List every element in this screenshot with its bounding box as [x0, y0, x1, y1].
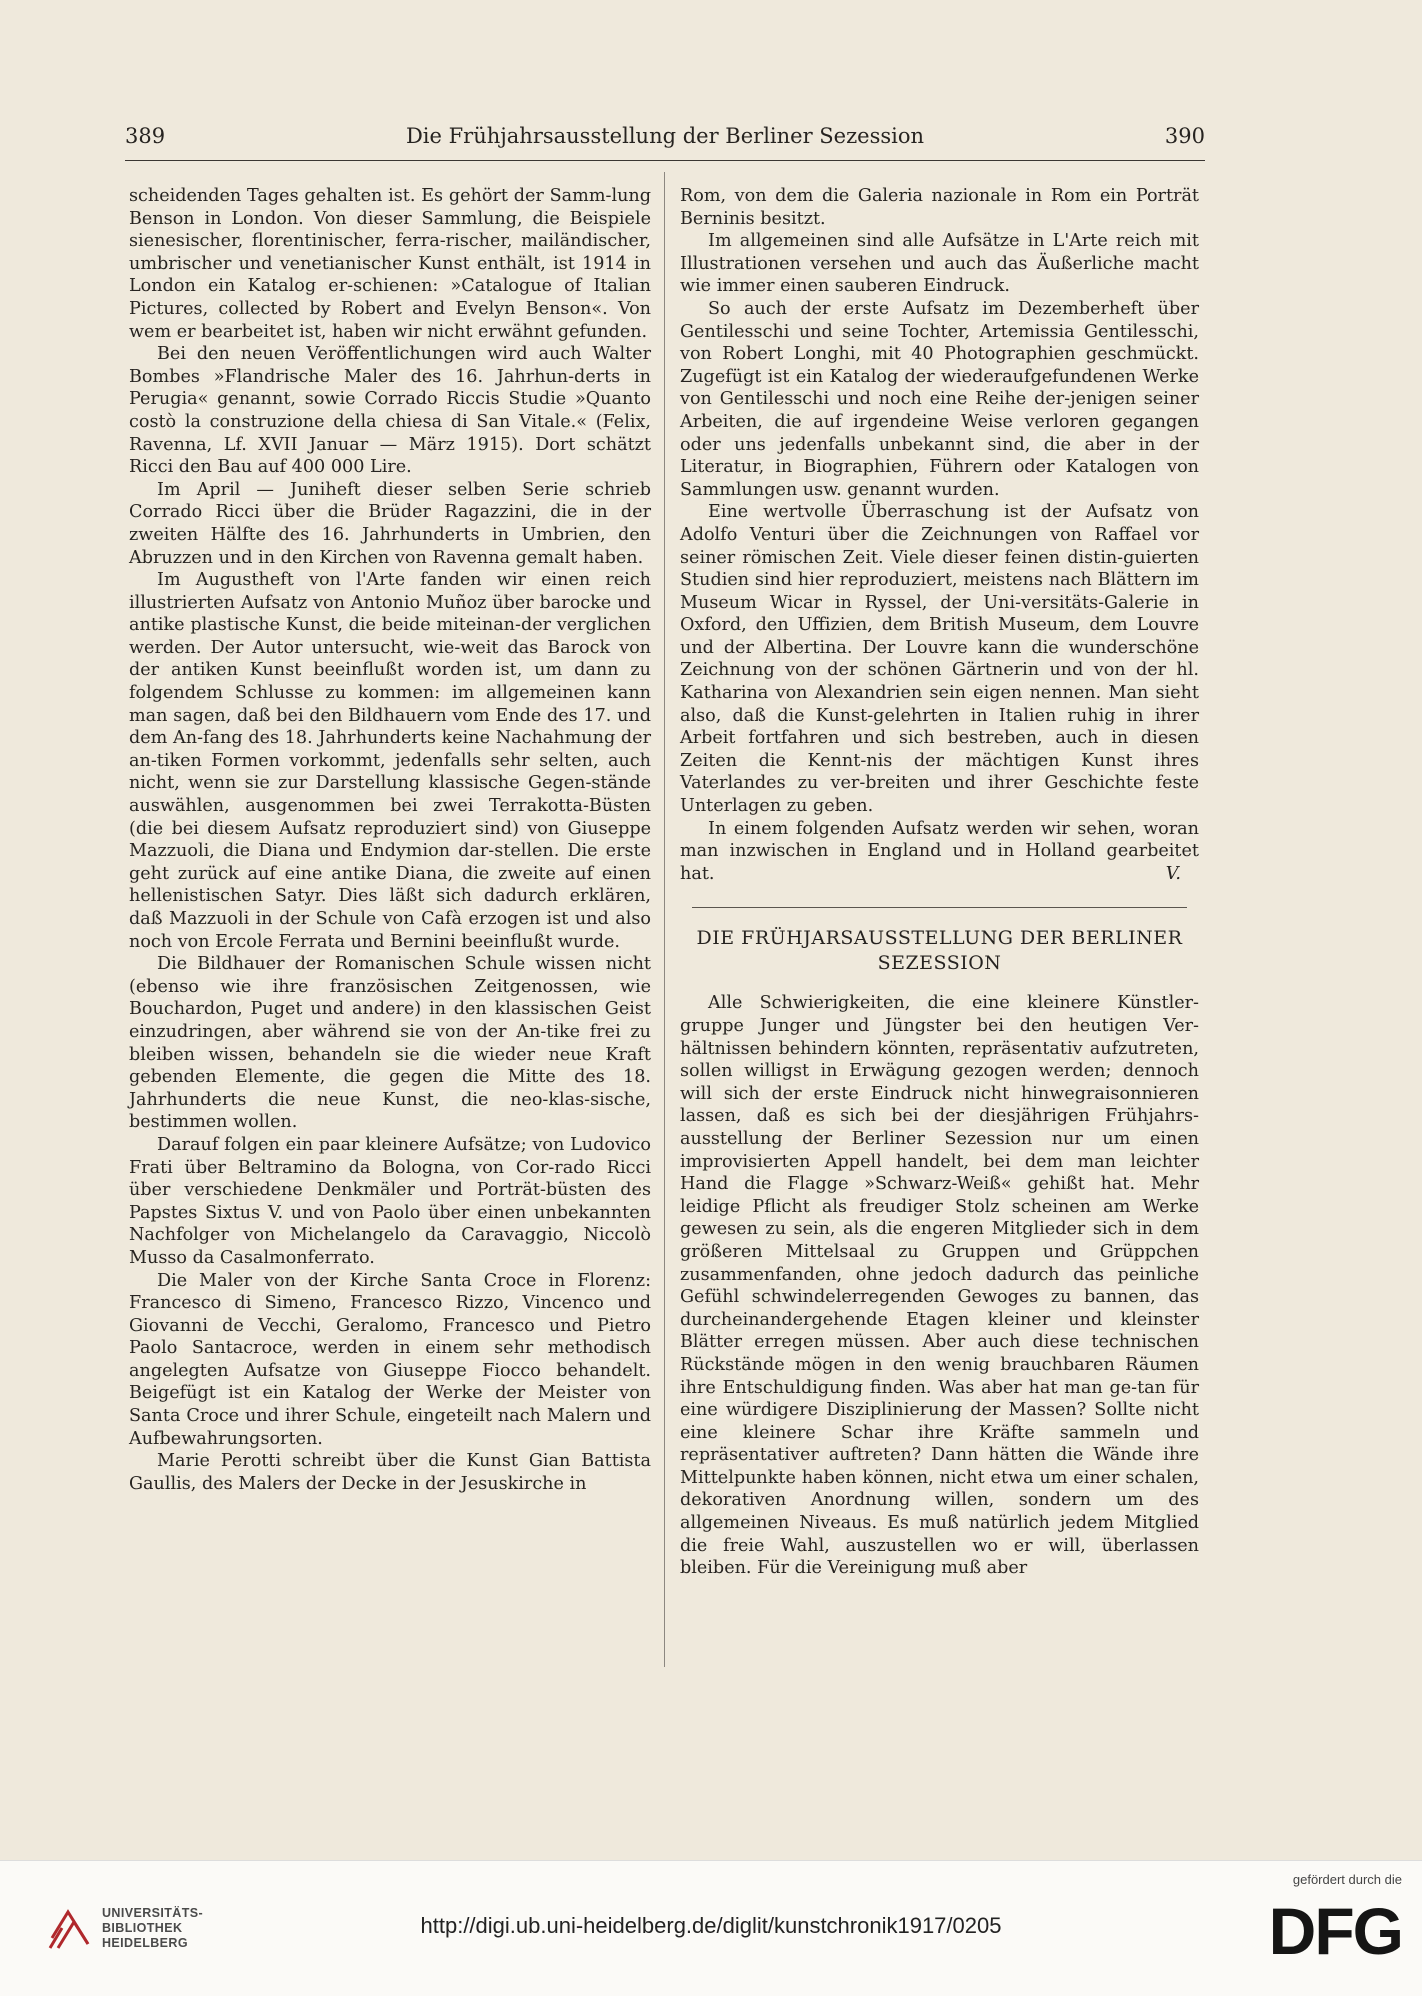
library-name-line: UNIVERSITÄTS-: [102, 1906, 204, 1920]
paragraph-with-signature: [680, 818, 1199, 886]
paragraph: Die Bildhauer der Romanischen Schule wissen nicht (ebenso wie ihre französischen Zeitgenossen, wie Bouchardon, Puget und andere) in den klassischen Geist einzudringen, aber während sie von der An-tike frei zu bleiben wissen, behandeln sie die wieder neue Kraft gebenden Elemente, die gegen die Mitte des 18. Jahrhunderts die neue Kunst, die neo-klas-sische, bestimmen wollen.: [129, 954, 651, 1133]
paragraph-text: In einem folgenden Aufsatz werden wir sehen, woran man inzwischen in England und in Holland gearbeitet hat.: [680, 818, 1199, 884]
left-column: [129, 185, 651, 1495]
library-name-line: HEIDELBERG: [102, 1936, 188, 1950]
running-title: Die Frühjahrsausstellung der Berliner Sezession: [405, 124, 925, 148]
page-number-left: 389: [125, 124, 166, 148]
author-signature: V.: [1165, 863, 1181, 884]
funding-caption: gefördert durch die: [1292, 1872, 1402, 1887]
right-column: [680, 185, 1199, 1580]
running-head: [125, 124, 1205, 156]
section-separator: [692, 907, 1187, 908]
paragraph: scheidenden Tages gehalten ist. Es gehört der Samm-lung Benson in London. Von dieser Sammlung, die Beispiele sienesischer, florentinischer, ferra-rischer, mailändischer, umbrischer und venetianischer Kunst enthält, ist 1914 in London ein Katalog er-schienen: »Catalogue of Italian Pictures, collected by Robert and Evelyn Benson«. Von wem er bearbeitet ist, haben wir nicht erwähnt gefunden.: [129, 186, 651, 342]
section-heading-line: SEZESSION: [877, 952, 1002, 975]
header-rule: [125, 160, 1205, 161]
paragraph: Im April — Juniheft dieser selben Serie schrieb Corrado Ricci über die Brüder Ragazzini, die in der zweiten Hälfte des 16. Jahrhunderts in Umbrien, den Abruzzen und in den Kirchen von Ravenna gemalt haben.: [129, 479, 651, 568]
column-divider: [664, 172, 665, 1667]
paragraph: So auch der erste Aufsatz im Dezemberheft über Gentilesschi und seine Tochter, Artemissia Gentilesschi, von Robert Longhi, mit 40 Photographien geschmückt. Zugefügt ist ein Katalog der wiederaufgefundenen Werke von Gentilesschi und noch eine Reihe der-jenigen seiner Arbeiten, die auf irgendeine Weise verloren gegangen oder uns jedenfalls unbekannt sind, die aber in der Literatur, in Biographien, Führern oder Katalogen von Sammlungen usw. genannt wurden.: [680, 298, 1199, 500]
paragraph: Im allgemeinen sind alle Aufsätze in L'Arte reich mit Illustrationen versehen und auch das Äußerliche macht wie immer einen sauberen Eindruck.: [680, 231, 1199, 297]
paragraph: Darauf folgen ein paar kleinere Aufsätze; von Ludovico Frati über Beltramino da Bologna, von Cor-rado Ricci über verschiedene Denkmäler und Porträt-büsten des Papstes Sixtus V. und von Paolo über einen unbekannten Nachfolger von Michelangelo da Caravaggio, Niccolò Musso da Casalmonferrato.: [129, 1134, 651, 1268]
library-name-line: BIBLIOTHEK: [102, 1921, 183, 1935]
paragraph: Rom, von dem die Galeria nazionale in Rom ein Porträt Berninis besitzt.: [680, 186, 1199, 229]
paragraph: Marie Perotti schreibt über die Kunst Gian Battista Gaullis, des Malers der Decke in der Jesuskirche in: [129, 1451, 651, 1494]
paragraph: Alle Schwierigkeiten, die eine kleinere Künstler-gruppe Junger und Jüngster bei den heutigen Ver-hältnissen behindern könnten, repräsentativ aufzutreten, sollen willigst in Erwägung gezogen werden; dennoch will sich der erste Eindruck nicht hinwegraisonnieren lassen, daß es sich bei der diesjährigen Frühjahrs-ausstellung der Berliner Sezession nur um einen improvisierten Appell handelt, bei dem man leichter Hand die Flagge »Schwarz-Weiß« gehißt hat. Mehr leidige Pflicht als freudiger Stolz scheinen am Werke gewesen zu sein, als die engeren Mitglieder sich in dem größeren Mittelsaal zu Gruppen und Grüppchen zusammenfanden, ohne jedoch dadurch das peinliche Gefühl schwindelerregenden Gewoges zu bannen, das durcheinandergehende Etagen kleiner und kleinster Blätter erregen müssen. Aber auch diese technischen Rückstände mögen in den wenig brauchbaren Räumen ihre Entschuldigung finden. Was aber hat man ge-tan für eine würdigere Disziplinierung der Massen? Sollte nicht eine kleinere Schar ihre Kräfte sammeln und repräsentativer auftreten? Dann hätten die Wände ihre Mittelpunkte haben können, nicht etwa um einer schalen, dekorativen Anordnung willen, sondern um des allgemeinen Niveaus. Es muß natürlich jedem Mitglied die freie Wahl, auszustellen wo er will, überlassen bleiben. Für die Vereinigung muß aber: [680, 993, 1199, 1579]
paragraph: Eine wertvolle Überraschung ist der Aufsatz von Adolfo Venturi über die Zeichnungen von Raffael vor seiner römischen Zeit. Viele dieser feinen distin-guierten Studien sind hier reproduziert, meistens nach Blättern im Museum Wicar in Ryssel, der Uni-versitäts-Galerie in Oxford, den Uffizien, dem British Museum, dem Louvre und der Albertina. Der Louvre kann die wunderschöne Zeichnung von der schönen Gärtnerin und von der hl. Katharina von Alexandrien sein eigen nennen. Man sieht also, daß die Kunst-gelehrten in Italien ruhig in ihrer Arbeit fortfahren und sich bestreben, auch in diesen Zeiten die Kennt-nis der mächtigen Kunst ihres Vaterlandes zu ver-breiten und ihrer Geschichte feste Unterlagen zu geben.: [680, 502, 1199, 817]
page-number-right: 390: [1164, 124, 1205, 148]
paragraph: Im Augustheft von l'Arte fanden wir einen reich illustrierten Aufsatz von Antonio Muñoz über barocke und antike plastische Kunst, die beide miteinan-der verglichen werden. Der Autor untersucht, wie-weit das Barock von der antiken Kunst beeinflußt worden ist, um dann zu folgendem Schlusse zu kommen: im allgemeinen kann man sagen, daß bei den Bildhauern vom Ende des 17. und dem An-fang des 18. Jahrhunderts keine Nachahmung der an-tiken Formen vorkommt, jedenfalls sehr selten, auch nicht, wenn sie zur Darstellung klassische Gegen-stände auswählen, ausgenommen bei zwei Terrakotta-Büsten (die bei diesem Aufsatz reproduziert sind) von Giuseppe Mazzuoli, die Diana und Endymion dar-stellen. Die erste geht zurück auf eine antike Diana, die zweite auf einen hellenistischen Satyr. Dies läßt sich dadurch erklären, daß Mazzuoli in der Schule von Cafà erzogen ist und also noch von Ercole Ferrata und Bernini beeinflußt wurde.: [129, 570, 651, 952]
dfg-logo: DFG: [1268, 1894, 1402, 1968]
source-url-link[interactable]: http://digi.ub.uni-heidelberg.de/diglit/kunstchronik1917/0205: [420, 1913, 1002, 1938]
section-heading-line: DIE FRÜHJARSAUSSTELLUNG DER BERLINER: [696, 927, 1183, 950]
paragraph: Bei den neuen Veröffentlichungen wird auch Walter Bombes »Flandrische Maler des 16. Jahrhun-derts in Perugia« genannt, sowie Corrado Riccis Studie »Quanto costò la construzione della chiesa di San Vitale.« (Felix, Ravenna, Lf. XVII Januar — März 1915). Dort schätzt Ricci den Bau auf 400 000 Lire.: [129, 344, 651, 478]
section-heading: [680, 926, 1199, 976]
paragraph: Die Maler von der Kirche Santa Croce in Florenz: Francesco di Simeno, Francesco Rizzo, Vincenco und Giovanni de Vecchi, Geralomo, Francesco und Pietro Paolo Santacroce, werden in einem sehr methodisch angelegten Aufsatze von Giuseppe Fiocco behandelt. Beigefügt ist ein Katalog der Werke der Meister von Santa Croce und ihrer Schule, eingeteilt nach Malern und Aufbewahrungsorten.: [129, 1270, 651, 1449]
